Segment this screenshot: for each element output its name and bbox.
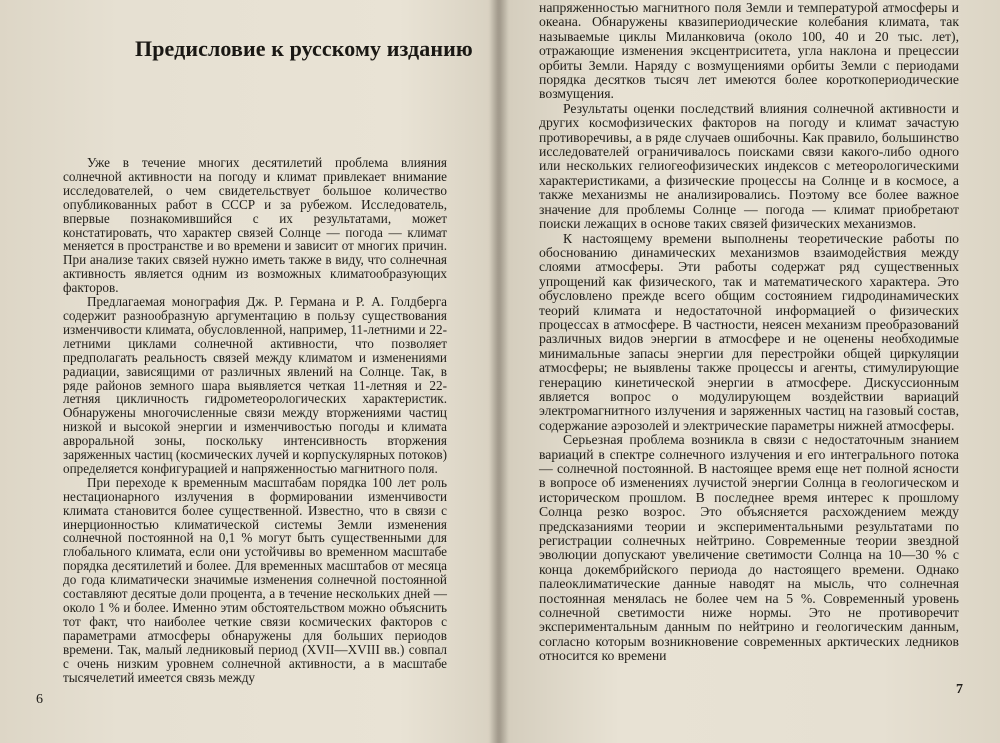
page-title: Предисловие к русскому изданию	[135, 36, 473, 61]
paragraph: Предлагаемая монография Дж. Р. Германа и Р. А. Голдберга содержит разнообразную аргументацию в пользу существования изменчивости климата, обусловленной, например, 11-летними и 22-летними циклами солнечной активности, что позволяет предполагать реальность связей между климатом и изменениями радиации, зависящими от различных явлений на Солнце. Так, в ряде районов земного шара выявляется четкая 11-летняя и 22-летняя цикличность гидрометеорологических характеристик. Обнаружены многочисленные связи между вторжениями частиц низкой и высокой энергии и изменчивостью погоды и климата авроральной зоны, поскольку интенсивность вторжения заряженных частиц (космических лучей и корпускулярных потоков) определяется конфигурацией и напряженностью магнитного поля.	[63, 294, 447, 476]
paragraph: При переходе к временным масштабам порядка 100 лет роль нестационарного излучения в формировании изменчивости климата становится более существенной. Известно, что в связи с инерционностью климатической системы Земли изменения солнечной постоянной на 0,1 % могут быть существенными для глобального климата, если они устойчивы во временном масштабе порядка десятилетий и более. Для временных масштабов от месяца до года климатически значимые изменения солнечной постоянной составляют десятые доли процента, а в течение нескольких дней — около 1 % и более. Именно этим обстоятельством можно объяснить тот факт, что наиболее четкие связи космических факторов с параметрами атмосферы обнаружены для больших периодов времени. Так, малый ледниковый период (XVII—XVIII вв.) совпал с очень низким уровнем солнечной активности, а в масштабе тысячелетий имеется связь между	[63, 474, 447, 685]
paragraph: К настоящему времени выполнены теоретические работы по обоснованию динамических механизмов взаимодействия между слоями атмосферы. Эти работы содержат ряд существенных упрощений как физического, так и математического характера. Это обусловлено прежде всего общим состоянием гидродинамических теорий климата и недостаточной информацией о физических процессах в атмосфере. В частности, неясен механизм преобразований различных видов энергии в атмосфере и не оценены необходимые минимальные запасы энергии для перестройки общей циркуляции атмосферы; не выявлены также процессы и агенты, стимулирующие генерацию кинетической энергии в атмосфере. Дискуссионным является вопрос о модулирующем воздействии вариаций электромагнитного излучения и заряженных частиц на газовый состав, содержание аэрозолей и электрические параметры нижней атмосферы.	[539, 230, 959, 433]
paragraph: напряженностью магнитного поля Земли и температурой атмосферы и океана. Обнаружены квазипериодические колебания климата, так называемые циклы Миланковича (около 100, 40 и 20 тыс. лет), отражающие изменения эксцентриситета, угла наклона и прецессии орбиты Земли. Наряду с возмущениями орбиты Земли с периодами порядка десятков тысяч лет имеются более короткопериодические возмущения.	[539, 0, 959, 102]
paragraph: Серьезная проблема возникла в связи с недостаточным знанием вариаций в спектре солнечного излучения и его интегрального потока — солнечной постоянной. В настоящее время еще нет полной ясности в вопросе об изменениях лучистой энергии Солнца в геологическом и историческом прошлом. В последнее время интерес к прошлому Солнца резко возрос. Это объясняется расхождением между предсказаниями теории и экспериментальными результатами по регистрации солнечных нейтрино. Современные теории звездной эволюции допускают увеличение светимости Солнца на 10—30 % с конца докембрийского периода до настоящего времени. Однако палеоклиматические данные наводят на мысль, что солнечная постоянная менялась не более чем на 5 %. Современный уровень солнечной светимости ниже нормы. Это не противоречит экспериментальным данным по нейтрино и геологическим данным, согласно которым возникновение современных арктических ледников относится ко времени	[539, 432, 959, 664]
paragraph: Результаты оценки последствий влияния солнечной активности и других космофизических факторов на погоду и климат зачастую противоречивы, а в ряде случаев ошибочны. Как правило, большинство исследователей ограничивалось поисками связи какого-либо одного или нескольких гелиогеофизических индексов с метеорологическими характеристиками, а физические процессы на Солнце и в космосе, а также механизмы не анализировались. Поэтому все более важное значение для проблемы Солнце — погода — климат приобретают поиски лежащих в основе таких связей физических механизмов.	[539, 100, 959, 232]
right-page	[505, 0, 1000, 743]
page-number: 6	[36, 692, 43, 707]
left-page-text	[63, 156, 447, 684]
page-number: 7	[956, 682, 963, 697]
paragraph: Уже в течение многих десятилетий проблема влияния солнечной активности на погоду и климат привлекает внимание исследователей, о чем свидетельствует большое количество опубликованных работ в СССР и за рубежом. Исследователь, впервые познакомившийся с их результатами, может констатировать, что характер связей Солнце — погода — климат меняется в пространстве и во времени и зависит от многих причин. При анализе таких связей нужно иметь также в виду, что солнечная активность является одним из возможных климатообразующих факторов.	[63, 155, 447, 296]
right-page-text	[539, 1, 959, 664]
left-page	[0, 0, 495, 743]
